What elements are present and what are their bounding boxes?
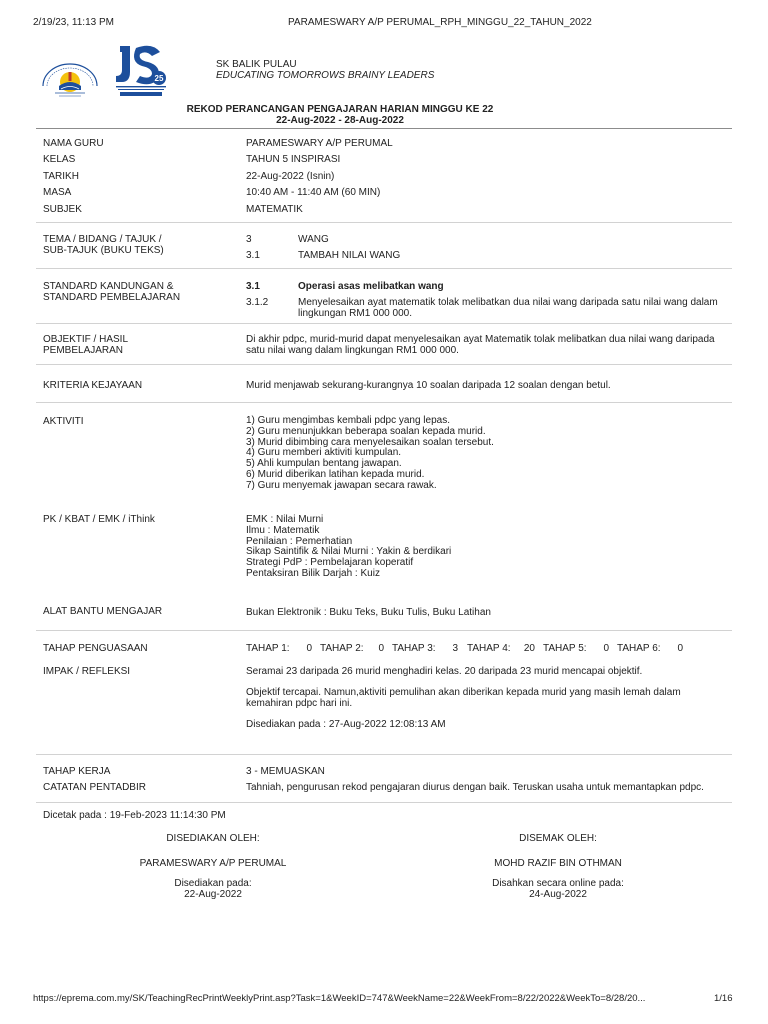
school-name: SK BALIK PULAU bbox=[216, 59, 297, 70]
catatan-label: CATATAN PENTADBIR bbox=[43, 782, 146, 793]
masa-value: 10:40 AM - 11:40 AM (60 MIN) bbox=[246, 187, 381, 198]
divider bbox=[36, 128, 732, 129]
tahap-name: TAHAP 2: bbox=[320, 643, 364, 654]
tahap-name: TAHAP 3: bbox=[392, 643, 436, 654]
school-crest-logo bbox=[37, 56, 103, 98]
impak-line2: Objektif tercapai. Namun,aktiviti pemulihan akan diberikan kepada murid yang masih lemah dalam kemahiran pdpc hari ini. bbox=[246, 687, 681, 709]
tarikh-value: 22-Aug-2022 (Isnin) bbox=[246, 171, 335, 182]
tema-label-line: TEMA / BIDANG / TAJUK / bbox=[43, 234, 162, 245]
prepared-by-note: Disediakan pada: bbox=[174, 878, 252, 889]
nama-guru-label: NAMA GURU bbox=[43, 138, 104, 149]
kriteria-label: KRITERIA KEJAYAAN bbox=[43, 380, 143, 391]
checked-by-heading: DISEMAK OLEH: bbox=[519, 833, 597, 844]
tema-title: WANG bbox=[298, 234, 329, 245]
print-doc-name: PARAMESWARY A/P PERUMAL_RPH_MINGGU_22_TAHUN_2022 bbox=[288, 17, 592, 28]
list-item: Ilmu : Matematik bbox=[246, 524, 320, 536]
masa-label: MASA bbox=[43, 187, 72, 198]
tema-label-line: SUB-TAJUK (BUKU TEKS) bbox=[43, 245, 164, 256]
catatan-text: Tahniah, pengurusan rekod pengajaran diurus dengan baik. Teruskan usaha untuk memantapkan pdpc. bbox=[246, 782, 704, 793]
alat-text: Bukan Elektronik : Buku Teks, Buku Tulis, Buku Latihan bbox=[246, 607, 491, 618]
standard-label-line: STANDARD KANDUNGAN & bbox=[43, 281, 174, 292]
standard-label-line: STANDARD PEMBELAJARAN bbox=[43, 292, 181, 303]
divider bbox=[36, 364, 732, 365]
divider bbox=[36, 754, 732, 755]
list-item: Sikap Saintifik & Nilai Murni : Yakin & berdikari bbox=[246, 546, 452, 558]
tahap-penguasaan-values bbox=[246, 643, 683, 654]
subjek-value: MATEMATIK bbox=[246, 204, 303, 215]
subtajuk-title: TAMBAH NILAI WANG bbox=[298, 250, 401, 261]
standard-pembelajaran-number: 3.1.2 bbox=[246, 297, 269, 308]
objektif-label bbox=[43, 334, 128, 356]
checked-by-date: 24-Aug-2022 bbox=[529, 889, 587, 900]
checked-by-name: MOHD RAZIF BIN OTHMAN bbox=[494, 858, 622, 869]
tahap-value: 0 bbox=[677, 643, 683, 654]
standard-label bbox=[43, 281, 180, 303]
tahap-value: 0 bbox=[603, 643, 609, 654]
tahap-kerja-value: 3 - MEMUASKAN bbox=[246, 766, 325, 777]
tahap-penguasaan-label: TAHAP PENGUASAAN bbox=[43, 643, 148, 654]
divider bbox=[36, 222, 732, 223]
list-item: 2) Guru menunjukkan beberapa soalan kepada murid. bbox=[246, 425, 486, 437]
tahap-kerja-label: TAHAP KERJA bbox=[43, 766, 111, 777]
list-item: 7) Guru menyemak jawapan secara rawak. bbox=[246, 479, 437, 491]
list-item: 3) Murid dibimbing cara menyelesaikan soalan tersebut. bbox=[246, 436, 494, 448]
nama-guru-value: PARAMESWARY A/P PERUMAL bbox=[246, 138, 393, 149]
tahap-name: TAHAP 4: bbox=[467, 643, 511, 654]
tarikh-label: TARIKH bbox=[43, 171, 79, 182]
objektif-label-line: OBJEKTIF / HASIL bbox=[43, 334, 129, 345]
tahap-value: 3 bbox=[452, 643, 458, 654]
prepared-by-name: PARAMESWARY A/P PERUMAL bbox=[139, 858, 287, 869]
list-item: 1) Guru mengimbas kembali pdpc yang lepas. bbox=[246, 415, 450, 426]
document-date-range: 22-Aug-2022 - 28-Aug-2022 bbox=[276, 115, 404, 126]
tahap-name: TAHAP 6: bbox=[617, 643, 661, 654]
pk-list bbox=[246, 515, 451, 580]
kelas-value: TAHUN 5 INSPIRASI bbox=[246, 154, 341, 165]
tema-number: 3 bbox=[246, 234, 252, 245]
list-item: Pentaksiran Bilik Darjah : Kuiz bbox=[246, 567, 380, 579]
alat-label: ALAT BANTU MENGAJAR bbox=[43, 606, 163, 617]
aktiviti-list bbox=[246, 416, 494, 492]
anniversary-logo bbox=[112, 42, 170, 98]
objektif-text: Di akhir pdpc, murid-murid dapat menyelesaikan ayat Matematik tolak melibatkan dua nilai wang daripada satu nilai wang dalam lingkungan RM1 000 000. bbox=[246, 334, 715, 356]
list-item: 4) Guru memberi aktiviti kumpulan. bbox=[246, 447, 402, 459]
impak-label: IMPAK / REFLEKSI bbox=[43, 666, 131, 677]
tahap-name: TAHAP 5: bbox=[543, 643, 587, 654]
standard-kandungan-number: 3.1 bbox=[246, 281, 260, 292]
kriteria-text: Murid menjawab sekurang-kurangnya 10 soalan daripada 12 soalan dengan betul. bbox=[246, 380, 611, 391]
pk-label: PK / KBAT / EMK / iThink bbox=[43, 514, 155, 525]
divider bbox=[36, 802, 732, 803]
tahap-value: 0 bbox=[306, 643, 312, 654]
impak-line1: Seramai 23 daripada 26 murid menghadiri kelas. 20 daripada 23 murid mencapai objektif. bbox=[246, 666, 643, 677]
school-motto: EDUCATING TOMORROWS BRAINY LEADERS bbox=[216, 70, 435, 81]
print-page-number: 1/16 bbox=[714, 993, 733, 1004]
document-title: REKOD PERANCANGAN PENGAJARAN HARIAN MINGGU KE 22 bbox=[186, 104, 494, 115]
list-item: 6) Murid diberikan latihan kepada murid. bbox=[246, 468, 425, 480]
print-url: https://eprema.com.my/SK/TeachingRecPrintWeeklyPrint.asp?Task=1&WeekID=747&WeekName=22&WeekFrom=8/22/2022&WeekTo=8/28/20... bbox=[33, 993, 646, 1004]
list-item: Strategi PdP : Pembelajaran koperatif bbox=[246, 557, 414, 569]
subjek-label: SUBJEK bbox=[43, 204, 82, 215]
objektif-label-line: PEMBELAJARAN bbox=[43, 345, 124, 356]
aktiviti-label: AKTIVITI bbox=[43, 416, 84, 427]
print-datetime: 2/19/23, 11:13 PM bbox=[33, 17, 114, 28]
list-item: EMK : Nilai Murni bbox=[246, 514, 324, 525]
kelas-label: KELAS bbox=[43, 154, 76, 165]
tahap-name: TAHAP 1: bbox=[246, 643, 290, 654]
anniversary-badge: 25 bbox=[154, 74, 164, 83]
prepared-by-heading: DISEDIAKAN OLEH: bbox=[166, 833, 260, 844]
divider bbox=[36, 630, 732, 631]
list-item: 5) Ahli kumpulan bentang jawapan. bbox=[246, 458, 402, 470]
standard-pembelajaran-text: Menyelesaikan ayat matematik tolak melibatkan dua nilai wang daripada satu nilai wang dalam lingkungan RM1 000 000. bbox=[298, 297, 718, 319]
divider bbox=[36, 323, 732, 324]
tahap-value: 20 bbox=[523, 643, 535, 654]
tahap-value: 0 bbox=[378, 643, 384, 654]
printed-on: Dicetak pada : 19-Feb-2023 11:14:30 PM bbox=[43, 810, 226, 821]
checked-by-note: Disahkan secara online pada: bbox=[492, 878, 624, 889]
list-item: Penilaian : Pemerhatian bbox=[246, 535, 353, 547]
tema-label bbox=[43, 234, 164, 256]
divider bbox=[36, 402, 732, 403]
prepared-by-date: 22-Aug-2022 bbox=[184, 889, 242, 900]
impak-prepared-on: Disediakan pada : 27-Aug-2022 12:08:13 AM bbox=[246, 719, 446, 730]
standard-kandungan-text: Operasi asas melibatkan wang bbox=[298, 281, 444, 292]
divider bbox=[36, 268, 732, 269]
subtajuk-number: 3.1 bbox=[246, 250, 260, 261]
